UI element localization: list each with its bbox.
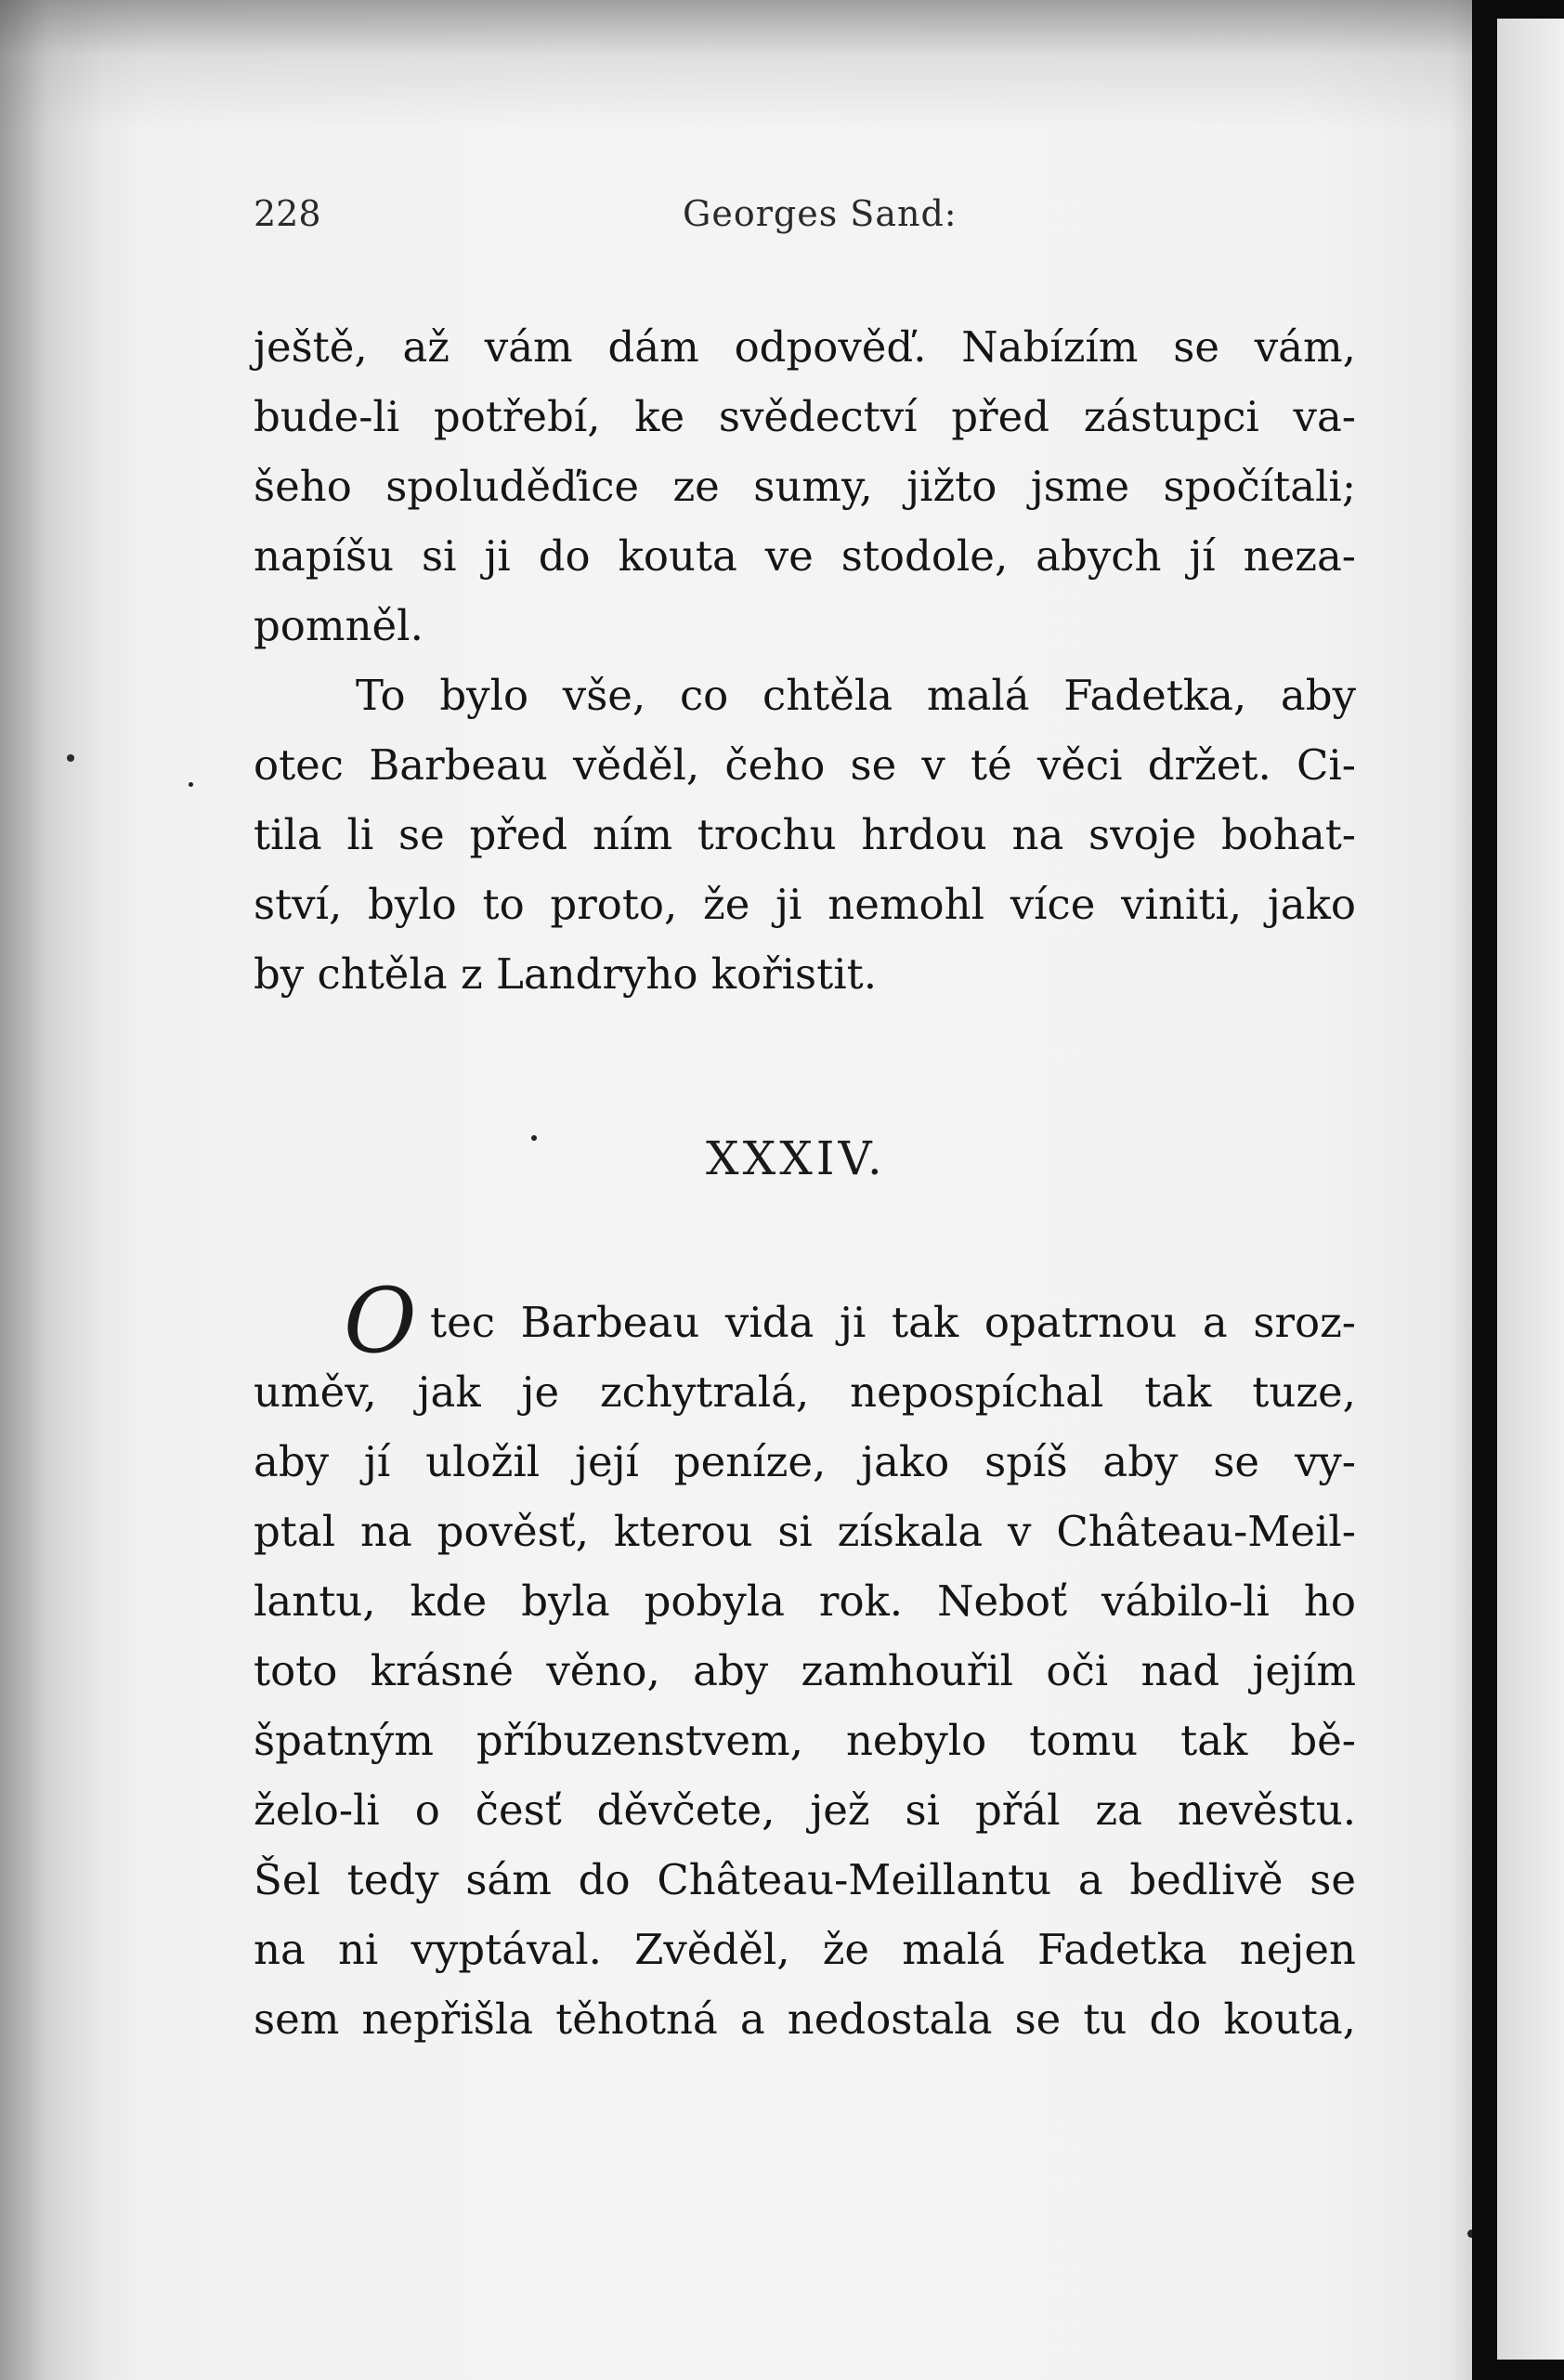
ink-speck	[531, 1135, 537, 1141]
text-line: špatným příbuzenstvem, nebylo tomu tak bě-	[254, 1716, 1356, 1765]
text-block-top	[254, 312, 1356, 1009]
drop-cap: O	[344, 1269, 417, 1373]
running-head	[254, 193, 959, 245]
ink-speck	[67, 754, 74, 762]
text-line: želo-li o česť děvčete, jež si přál za nevěstu.	[254, 1785, 1356, 1835]
text-line: Šel tedy sám do Château-Meillantu a bedlivě se	[254, 1855, 1356, 1904]
text-line: To bylo vše, co chtěla malá Fadetka, aby	[356, 671, 1356, 720]
text-line: by chtěla z Landryho kořistit.	[254, 949, 878, 999]
text-line: tila li se před ním trochu hrdou na svoje bohat-	[254, 810, 1356, 859]
text-line: na ni vyptával. Zvěděl, že malá Fadetka nejen	[254, 1925, 1356, 1974]
text-line: sem nepřišla těhotná a nedostala se tu do kouta,	[254, 1994, 1356, 2044]
text-line: bude-li potřebí, ke svědectví před zástupci va-	[254, 392, 1356, 441]
ink-speck	[189, 782, 193, 787]
facing-page-edge	[1497, 19, 1564, 2360]
text-line: uměv, jak je zchytralá, nepospíchal tak tuze,	[254, 1367, 1356, 1417]
text-line: pomněl.	[254, 601, 424, 650]
page-number: 228	[254, 193, 321, 234]
text-line: šeho spoluděďice ze sumy, jižto jsme spočítali;	[254, 462, 1356, 511]
chapter-heading: XXXIV.	[706, 1131, 886, 1185]
text-line: ptal na pověsť, kterou si získala v Château-Meil-	[254, 1507, 1356, 1556]
ink-speck	[1467, 2230, 1472, 2238]
running-title: Georges Sand:	[683, 193, 958, 234]
text-line: tec Barbeau vida ji tak opatrnou a sroz-	[430, 1298, 1356, 1347]
text-line: ještě, až vám dám odpověď. Nabízím se vám,	[254, 322, 1356, 372]
text-block-chapter	[254, 1288, 1356, 2054]
text-line: toto krásné věno, aby zamhouřil oči nad jejím	[254, 1646, 1356, 1695]
text-line: otec Barbeau věděl, čeho se v té věci držet. Ci-	[254, 740, 1356, 790]
text-line: ství, bylo to proto, že ji nemohl více viniti, jako	[254, 880, 1356, 929]
text-line: napíšu si ji do kouta ve stodole, abych jí neza-	[254, 531, 1356, 581]
text-line: aby jí uložil její peníze, jako spíš aby se vy-	[254, 1437, 1356, 1486]
text-line: lantu, kde byla pobyla rok. Neboť vábilo-li ho	[254, 1576, 1356, 1626]
